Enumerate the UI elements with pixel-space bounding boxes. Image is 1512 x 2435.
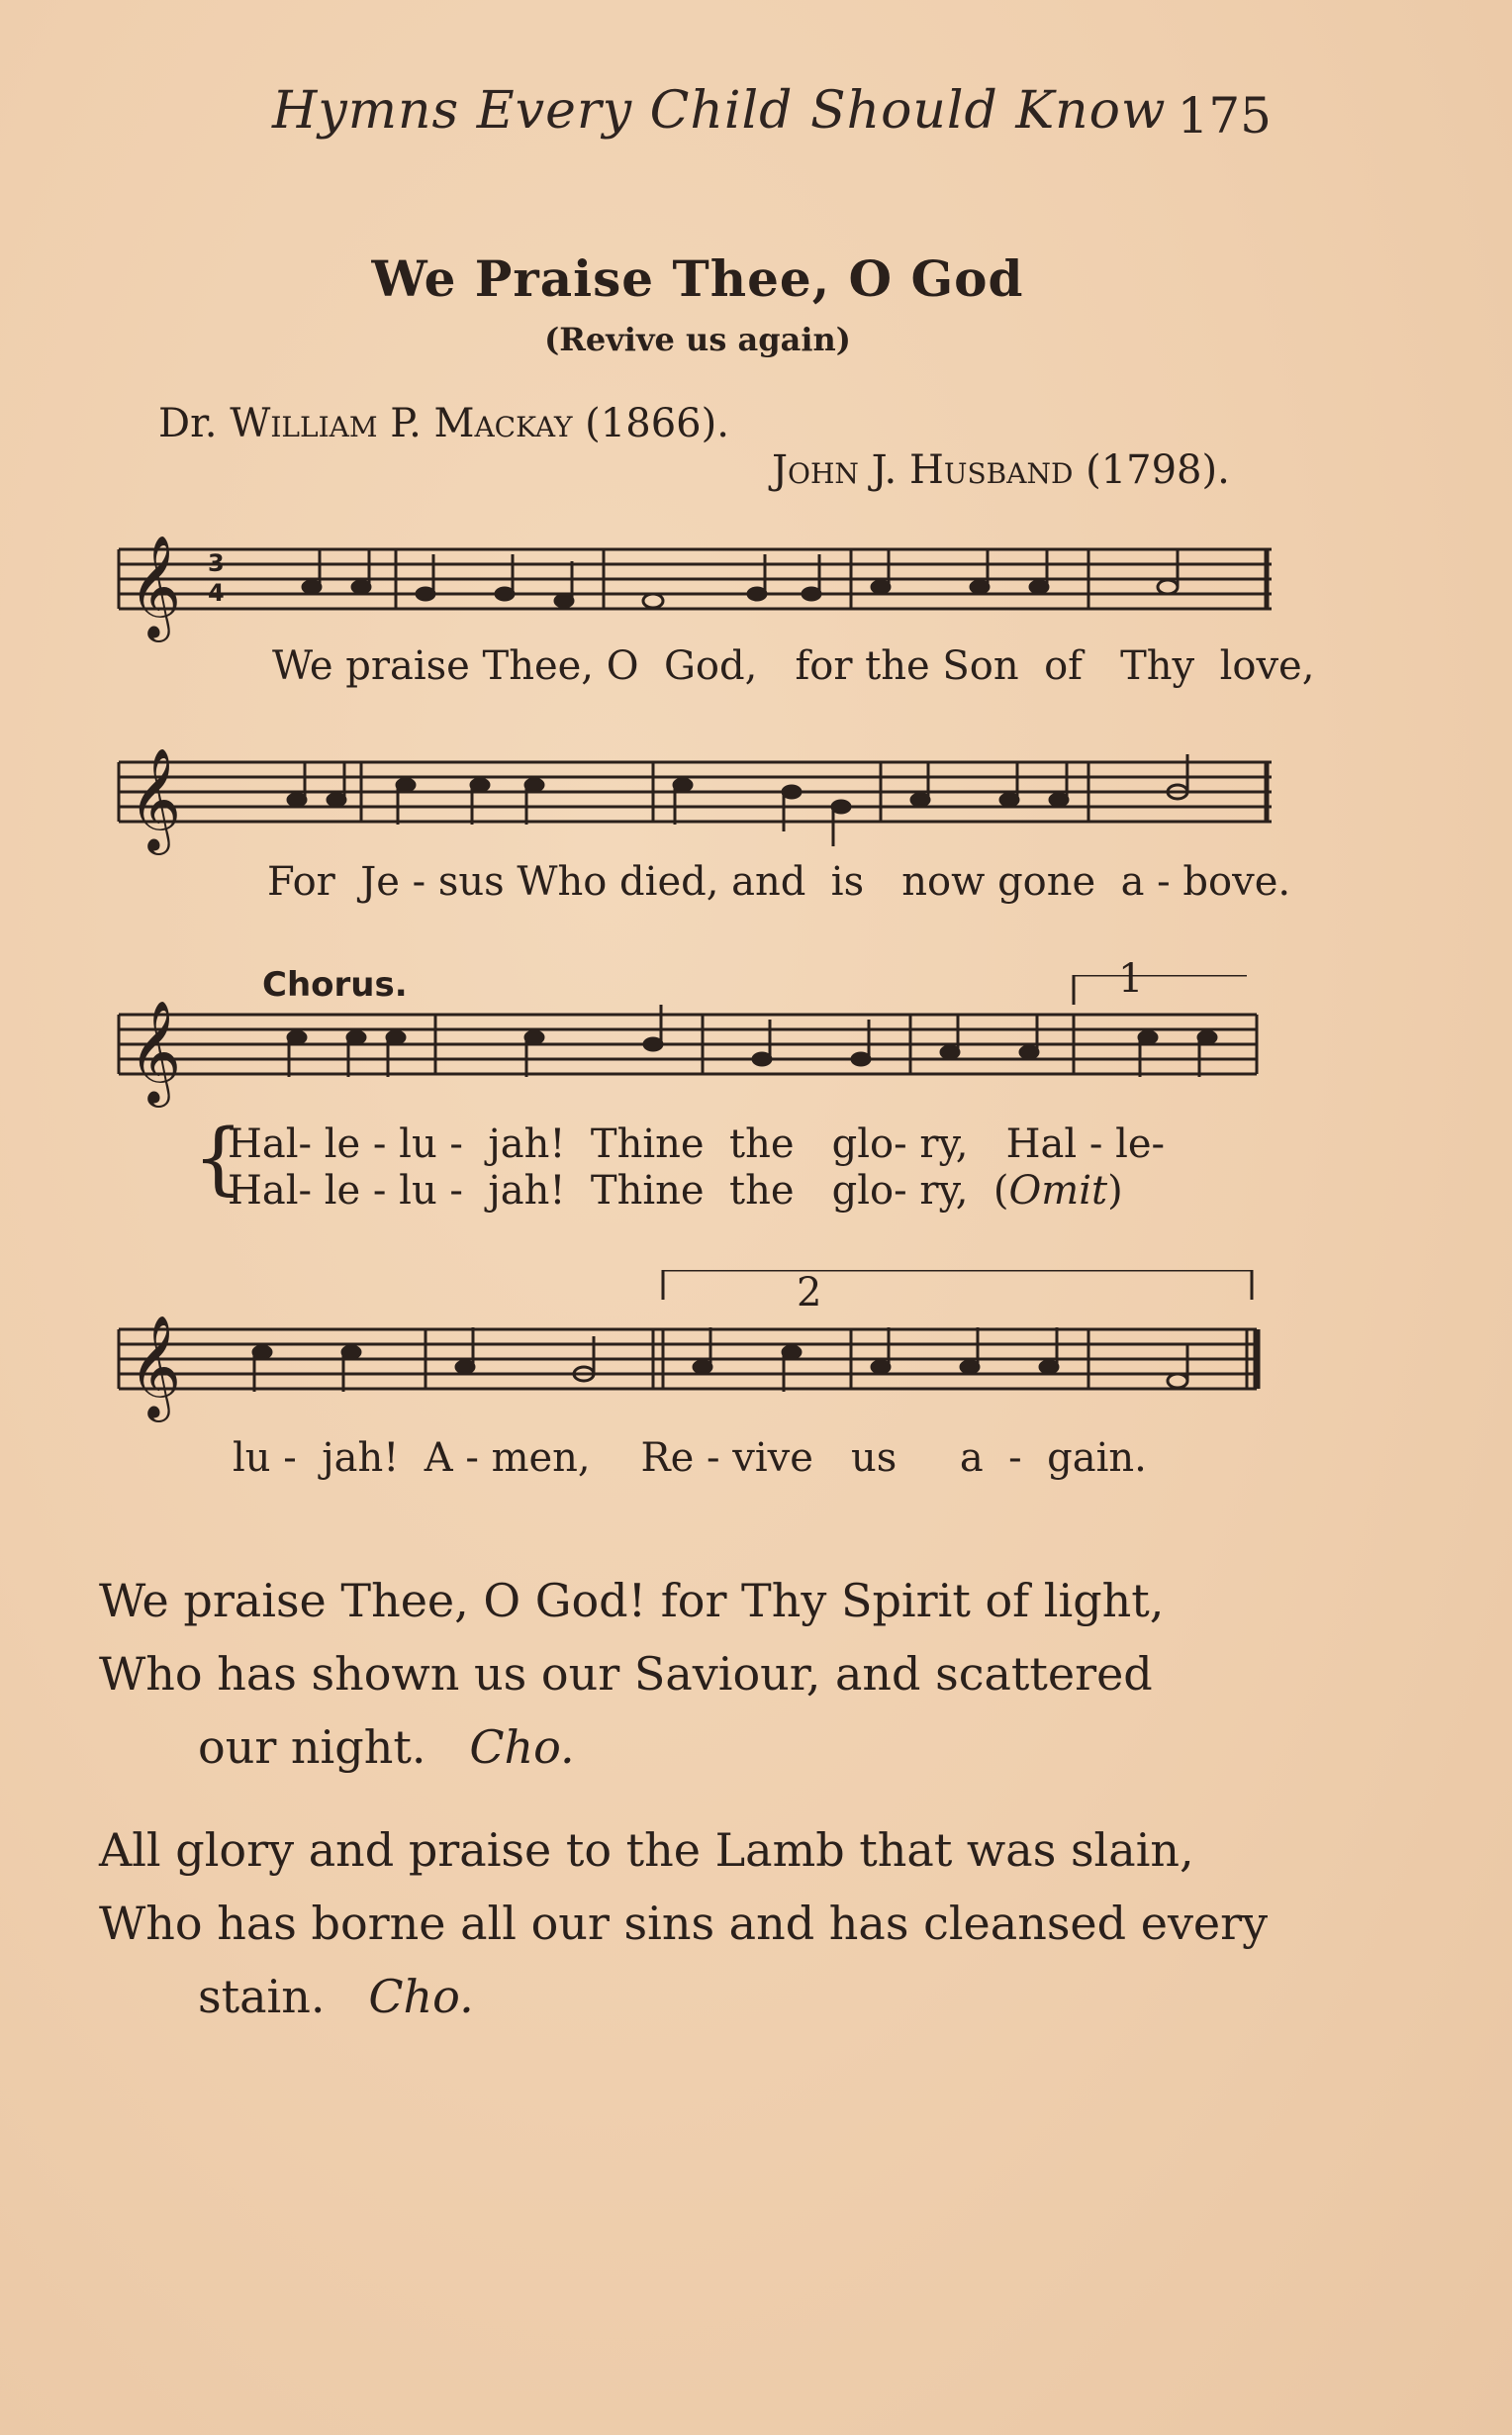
verse-3-line-1: All glory and praise to the Lamb that was slain, xyxy=(99,1823,1194,1877)
svg-text:3: 3 xyxy=(208,549,225,577)
first-ending-label: 1 xyxy=(1118,956,1144,1002)
lyrics-line-3a: Hal- le - lu - jah! Thine the glo- ry, Hal - le- xyxy=(228,1121,1166,1167)
chorus-label: Chorus. xyxy=(262,965,408,1005)
verse-2-line-3-text: our night. xyxy=(198,1720,426,1774)
music-staff-2 xyxy=(99,723,1286,871)
verse-2-chorus-cue: Cho. xyxy=(469,1720,575,1774)
music-staff-1 xyxy=(99,510,1286,658)
words-credit-year: (1866). xyxy=(572,401,729,446)
lyrics-line-1: We praise Thee, O God, for the Son of Thy love, xyxy=(272,643,1315,689)
svg-text:𝄞: 𝄞 xyxy=(129,1315,182,1418)
lyrics-line-3b-text: Hal- le - lu - jah! Thine the glo- ry, ( xyxy=(228,1168,1009,1214)
tune-name: (Revive us again) xyxy=(544,321,851,358)
page-number: 175 xyxy=(1177,87,1272,145)
lyrics-line-4: lu - jah! A - men, Re - vive us a - gain. xyxy=(233,1435,1147,1481)
verse-3-chorus-cue: Cho. xyxy=(368,1970,474,2023)
verse-2-line-1: We praise Thee, O God! for Thy Spirit of light, xyxy=(99,1574,1165,1627)
verse-3 xyxy=(99,1813,1316,2033)
verse-3-line-3 xyxy=(99,1960,1316,2033)
verse-2-line-3 xyxy=(99,1710,1316,1784)
words-credit-prefix: Dr. xyxy=(158,401,231,446)
svg-text:𝄞: 𝄞 xyxy=(129,1000,182,1104)
hymn-title: We Praise Thee, O God xyxy=(371,249,1024,308)
verse-2 xyxy=(99,1564,1316,1784)
words-credit-name: William P. Mackay xyxy=(230,401,573,446)
words-credit xyxy=(158,401,729,446)
running-title: Hymns Every Child Should Know xyxy=(272,81,1167,141)
omit-close-paren: ) xyxy=(1107,1168,1123,1214)
second-ending-label: 2 xyxy=(797,1270,822,1315)
svg-text:𝄞: 𝄞 xyxy=(129,747,182,851)
music-credit-year: (1798). xyxy=(1073,447,1230,493)
verse-brace: { xyxy=(193,1112,243,1204)
svg-text:𝄞: 𝄞 xyxy=(129,535,182,638)
music-staff-4 xyxy=(99,1270,1286,1438)
music-credit xyxy=(772,447,1230,493)
verse-3-line-3-text: stain. xyxy=(198,1970,326,2023)
verse-2-line-2: Who has shown us our Saviour, and scattered xyxy=(99,1647,1153,1701)
lyrics-line-2: For Je - sus Who died, and is now gone a - bove. xyxy=(267,859,1291,905)
running-head xyxy=(272,81,1281,160)
music-staff-3 xyxy=(99,975,1286,1123)
lyrics-line-3b xyxy=(228,1168,1123,1214)
svg-text:4: 4 xyxy=(208,579,225,607)
music-credit-name: John J. Husband xyxy=(772,447,1074,493)
verse-3-line-2: Who has borne all our sins and has cleansed every xyxy=(99,1897,1269,1950)
omit-instruction: Omit xyxy=(1008,1168,1108,1214)
